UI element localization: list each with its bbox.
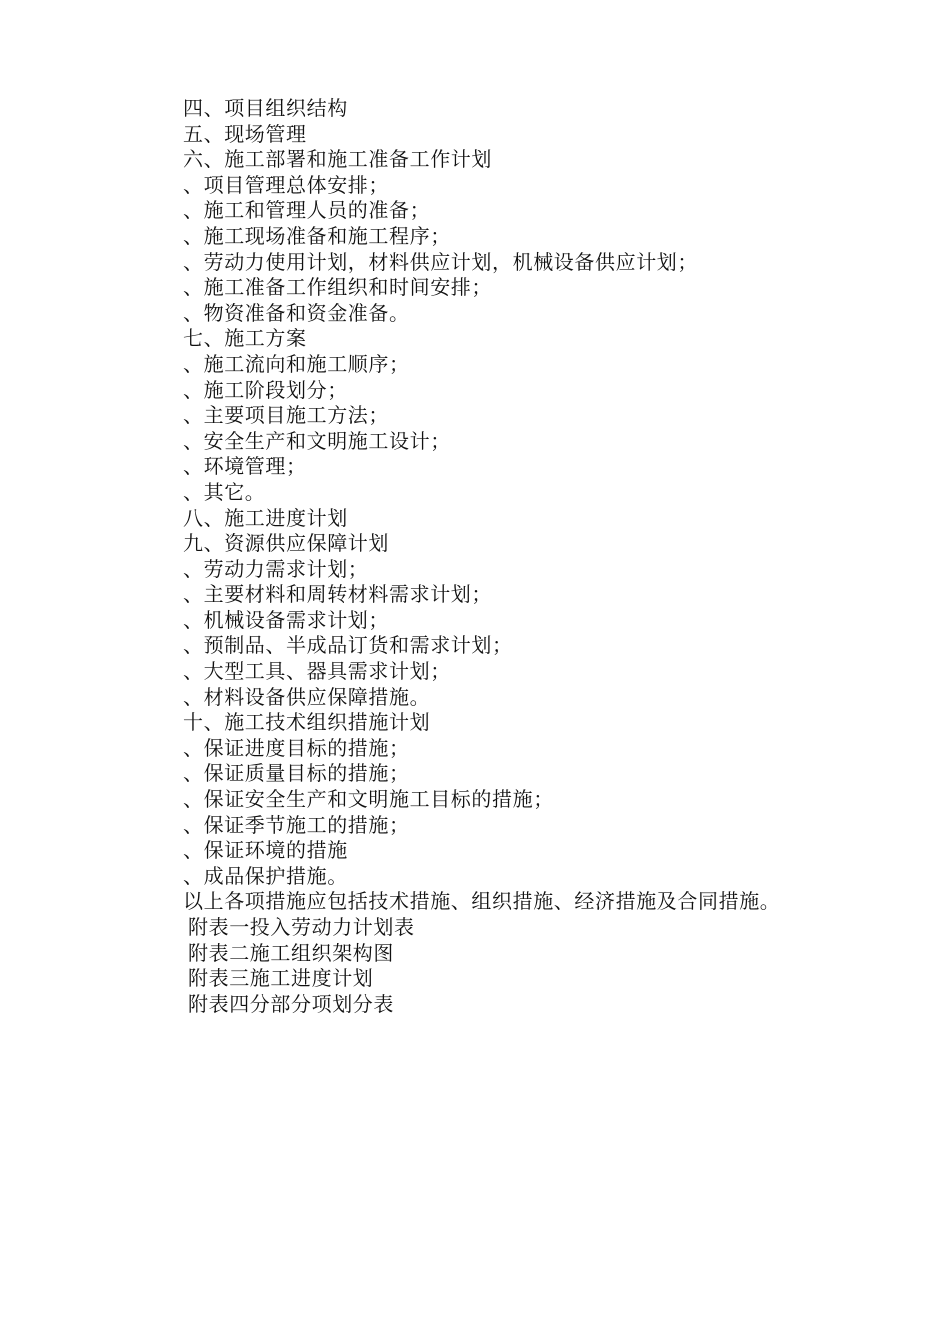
list-item: 、其它。	[183, 479, 266, 504]
appendix-item: 附表三施工进度计划	[188, 966, 374, 991]
appendix-item: 附表一投入劳动力计划表	[188, 915, 415, 939]
document-body	[183, 96, 903, 1017]
list-item: 、机械设备需求计划；	[183, 607, 389, 632]
section-heading: 九、资源供应保障计划	[183, 531, 389, 556]
section-heading: 六、施工部署和施工准备工作计划	[183, 147, 492, 172]
list-item: 、成品保护措施。	[183, 863, 348, 888]
list-item: 、施工现场准备和施工程序；	[183, 223, 451, 248]
list-item: 、施工准备工作组织和时间安排；	[183, 275, 492, 300]
list-item: 、环境管理；	[183, 454, 307, 479]
list-item: 、施工和管理人员的准备；	[183, 198, 431, 223]
list-item: 、安全生产和文明施工设计；	[183, 428, 451, 453]
section-heading: 十、施工技术组织措施计划	[183, 710, 431, 735]
list-item: 、预制品、半成品订货和需求计划；	[183, 633, 513, 658]
list-item: 、劳动力使用计划，材料供应计划，机械设备供应计划；	[183, 249, 698, 274]
appendix-item: 附表二施工组织架构图	[188, 940, 394, 965]
list-item: 、主要材料和周转材料需求计划；	[183, 582, 492, 607]
list-item: 、保证安全生产和文明施工目标的措施；	[183, 787, 554, 812]
list-item: 、保证季节施工的措施；	[183, 812, 410, 837]
section-heading: 七、施工方案	[183, 326, 307, 351]
list-item: 、施工阶段划分；	[183, 377, 348, 402]
list-item: 、主要项目施工方法；	[183, 403, 389, 428]
list-item: 、施工流向和施工顺序；	[183, 351, 410, 376]
list-item: 、劳动力需求计划；	[183, 556, 369, 581]
section-heading: 八、施工进度计划	[183, 505, 348, 530]
list-item: 、保证环境的措施	[183, 838, 348, 863]
section-heading: 五、现场管理	[183, 121, 307, 146]
appendix-item: 附表四分部分项划分表	[188, 991, 394, 1016]
list-item: 、项目管理总体安排；	[183, 172, 389, 197]
list-item: 、物资准备和资金准备。	[183, 300, 410, 325]
summary-paragraph: 以上各项措施应包括技术措施、组织措施、经济措施及合同措施。	[183, 889, 781, 914]
section-heading: 四、项目组织结构	[183, 96, 348, 120]
list-item: 、材料设备供应保障措施。	[183, 684, 431, 709]
list-item: 、大型工具、器具需求计划；	[183, 659, 451, 684]
list-item: 、保证质量目标的措施；	[183, 761, 410, 786]
list-item: 、保证进度目标的措施；	[183, 735, 410, 760]
